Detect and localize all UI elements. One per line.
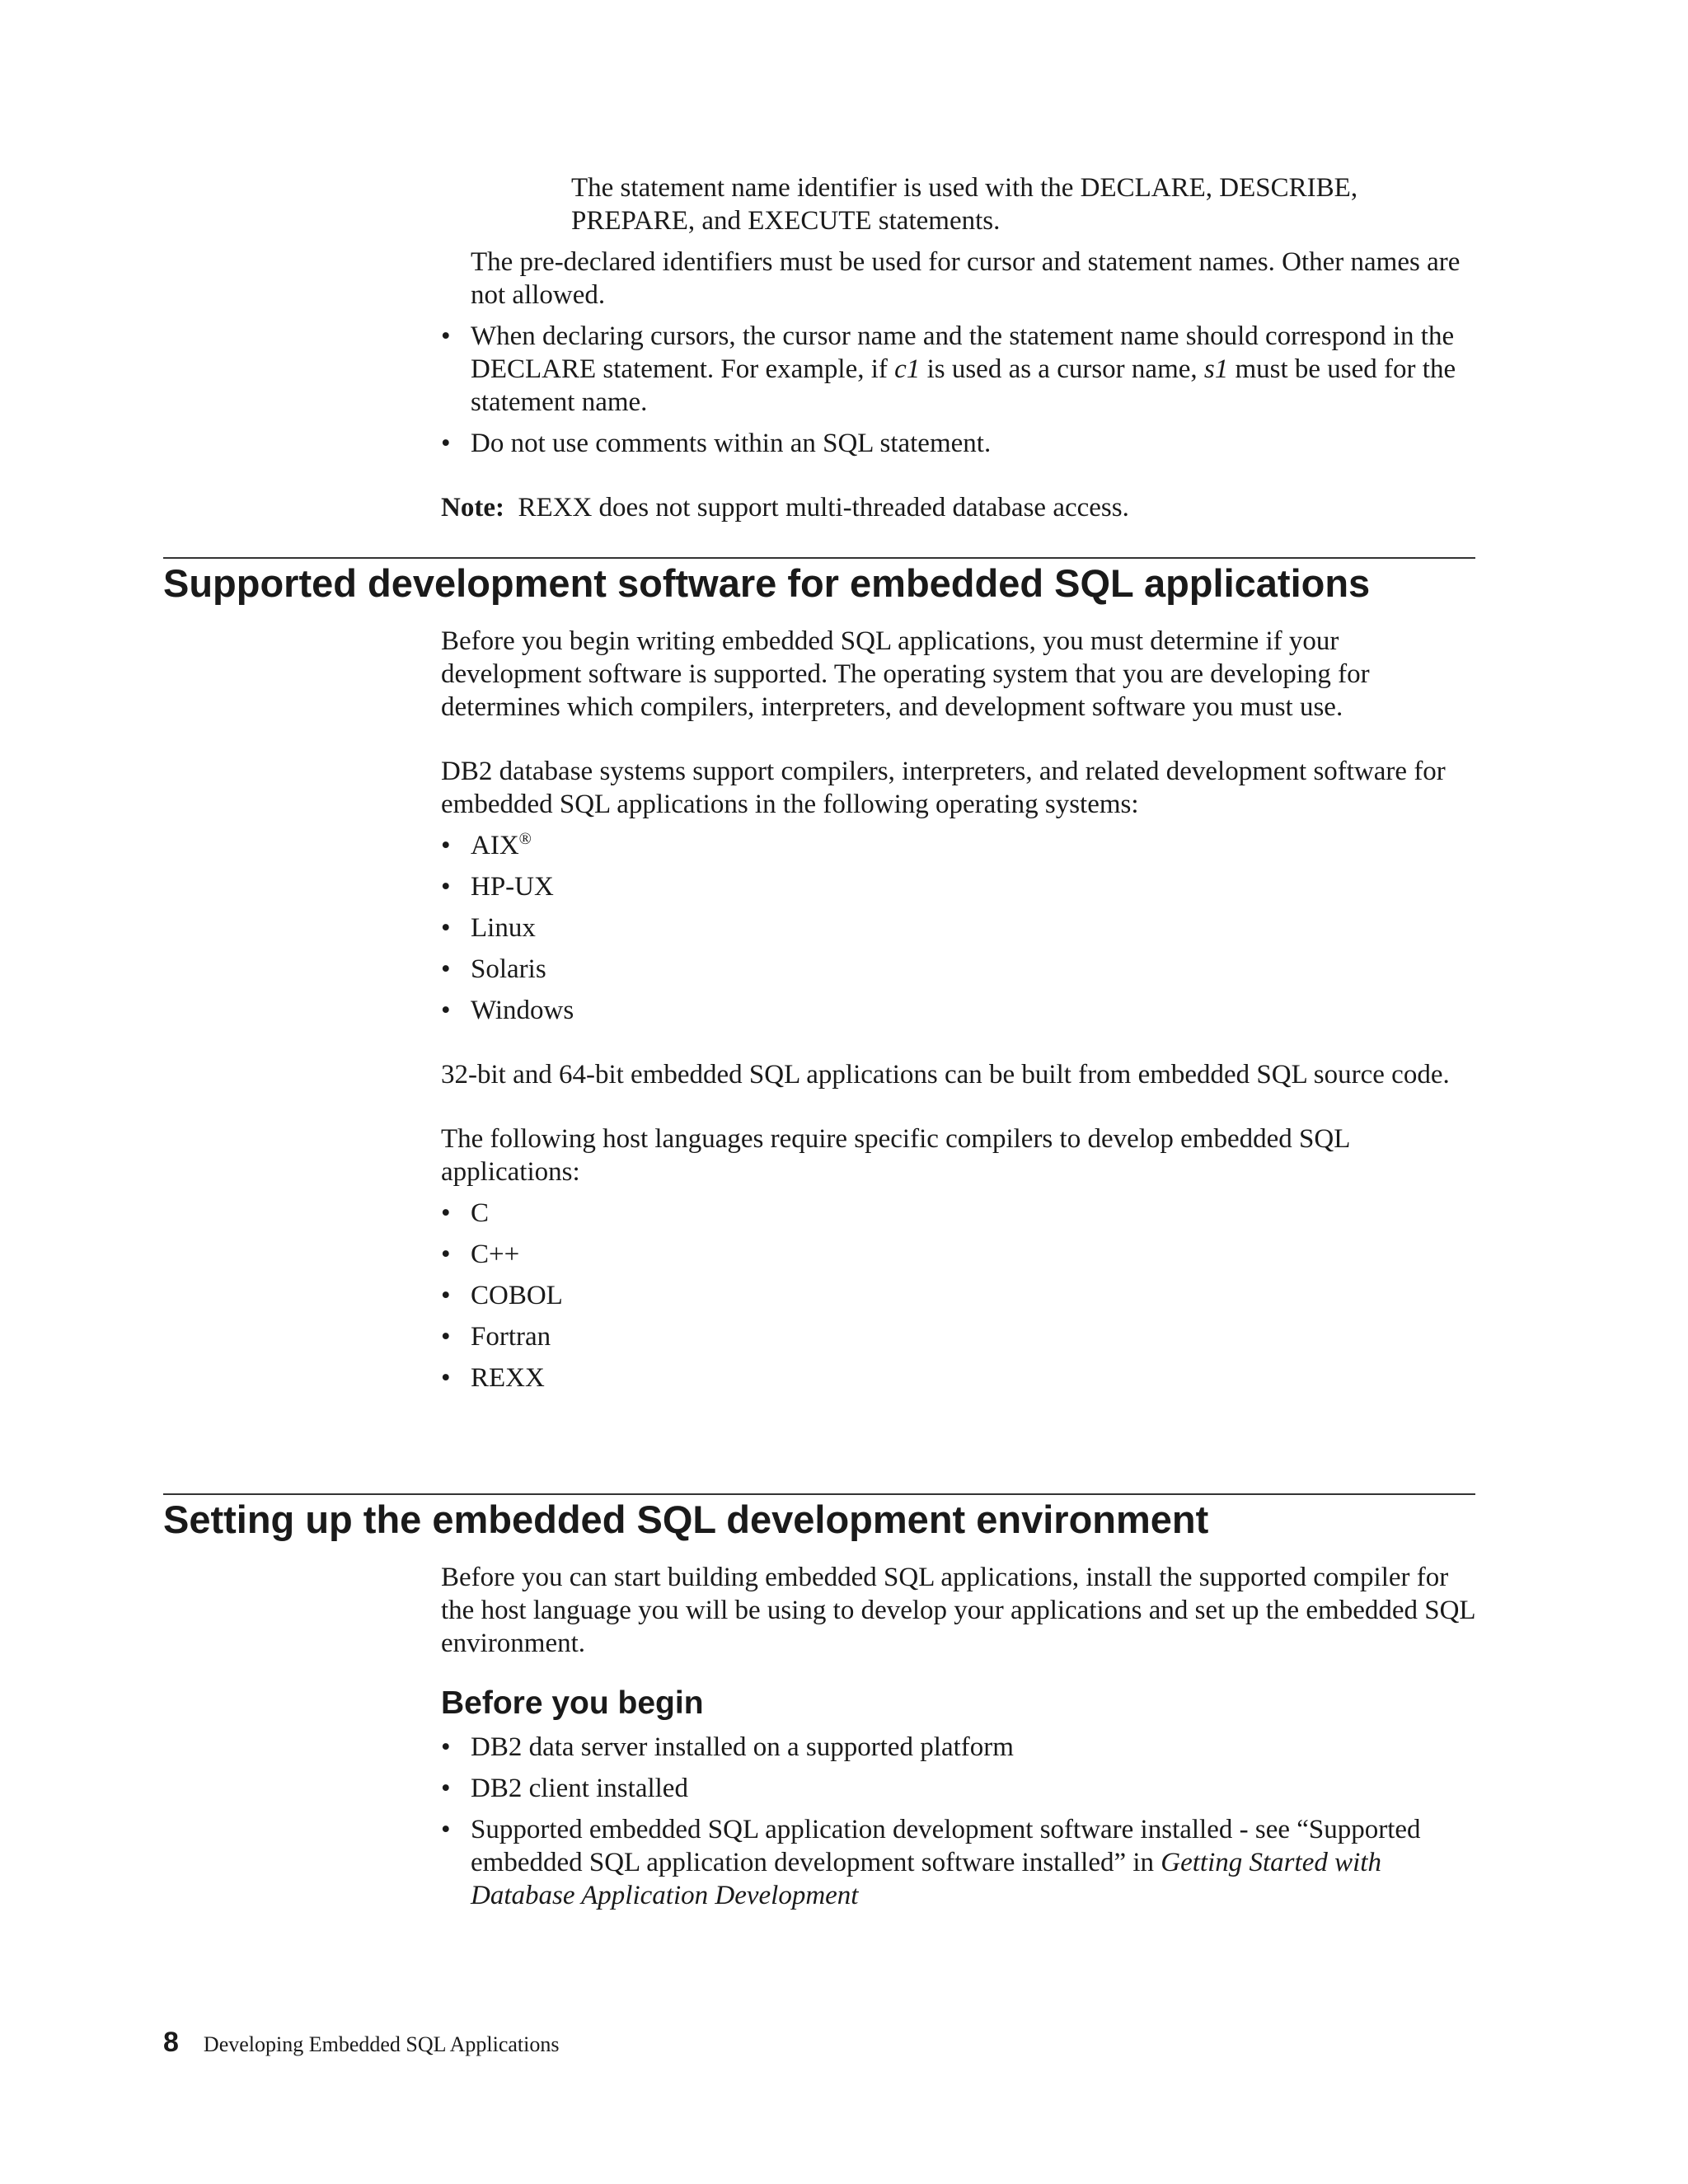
paragraph: DB2 database systems support compilers, interpreters, and related development software for embedded SQL applications in the following operating systems: bbox=[441, 757, 1446, 819]
note-text: REXX does not support multi-threaded database access. bbox=[518, 493, 1129, 523]
section-body-dev-environment bbox=[441, 1561, 1479, 1912]
paragraph: 32-bit and 64-bit embedded SQL applications can be built from embedded SQL source code. bbox=[441, 1060, 1450, 1090]
list-item: • Solaris bbox=[441, 953, 1479, 986]
list-item: • DB2 data server installed on a supported platform bbox=[441, 1731, 1479, 1764]
list-item: • Fortran bbox=[441, 1320, 1479, 1353]
language-list bbox=[441, 1197, 1479, 1394]
page-footer bbox=[163, 2029, 560, 2058]
note-label: Note: bbox=[441, 493, 504, 523]
list-item: • HP-UX bbox=[441, 870, 1479, 903]
list-item: • Do not use comments within an SQL statement. bbox=[441, 427, 1479, 460]
page-number: 8 bbox=[163, 2027, 179, 2058]
note bbox=[441, 491, 1479, 524]
os-list bbox=[441, 829, 1479, 1027]
section-heading-dev-environment: Setting up the embedded SQL development environment bbox=[163, 1497, 1209, 1541]
section-heading-supported-software: Supported development software for embedded SQL applications bbox=[163, 561, 1371, 605]
subheading-before-you-begin: Before you begin bbox=[441, 1685, 704, 1721]
list-item: • Linux bbox=[441, 912, 1479, 944]
statement-name-example: s1 bbox=[1203, 354, 1229, 384]
list-item: • Windows bbox=[441, 994, 1479, 1027]
list-item: • When declaring cursors, the cursor name and the statement name should correspond in the DECLARE statement. For example, if c1 is used as a cursor name, s1 must be used for the statement name. bbox=[441, 320, 1479, 419]
list-item: • Supported embedded SQL application development software installed - see “Supported embedded SQL application development software installed” in Getting Started with Database Application Development bbox=[441, 1813, 1479, 1912]
paragraph: The following host languages require specific compilers to develop embedded SQL applications: bbox=[441, 1124, 1350, 1187]
list-item: • C++ bbox=[441, 1238, 1479, 1271]
paragraph: Before you can start building embedded SQL applications, install the supported compiler for the host language you will be using to develop your applications and set up the embedded SQL environment. bbox=[441, 1563, 1475, 1658]
running-footer-title: Developing Embedded SQL Applications bbox=[203, 2032, 560, 2056]
list-item: • DB2 client installed bbox=[441, 1772, 1479, 1805]
statement-name-paragraph: The statement name identifier is used with the DECLARE, DESCRIBE, PREPARE, and EXECUTE statements. bbox=[571, 173, 1358, 236]
cursor-name-example: c1 bbox=[894, 354, 921, 384]
intro-bullet-list bbox=[441, 320, 1479, 460]
section-divider bbox=[163, 1493, 1475, 1495]
list-item: • REXX bbox=[441, 1361, 1479, 1394]
section-body-supported-software bbox=[441, 625, 1479, 1394]
list-item: • C bbox=[441, 1197, 1479, 1230]
book-title-reference: Getting Started with Database Application Development bbox=[471, 1848, 1381, 1910]
intro-block bbox=[441, 171, 1479, 524]
list-item: • AIX® bbox=[441, 829, 1479, 862]
predeclared-paragraph: The pre-declared identifiers must be used for cursor and statement names. Other names are not allowed. bbox=[471, 247, 1461, 310]
section-divider bbox=[163, 557, 1475, 559]
prerequisite-list bbox=[441, 1731, 1479, 1912]
list-item: • COBOL bbox=[441, 1279, 1479, 1312]
paragraph: Before you begin writing embedded SQL applications, you must determine if your development software is supported. The operating system that you are developing for determines which compilers, interpreters, and development software you must use. bbox=[441, 626, 1370, 722]
registered-mark: ® bbox=[518, 830, 532, 848]
